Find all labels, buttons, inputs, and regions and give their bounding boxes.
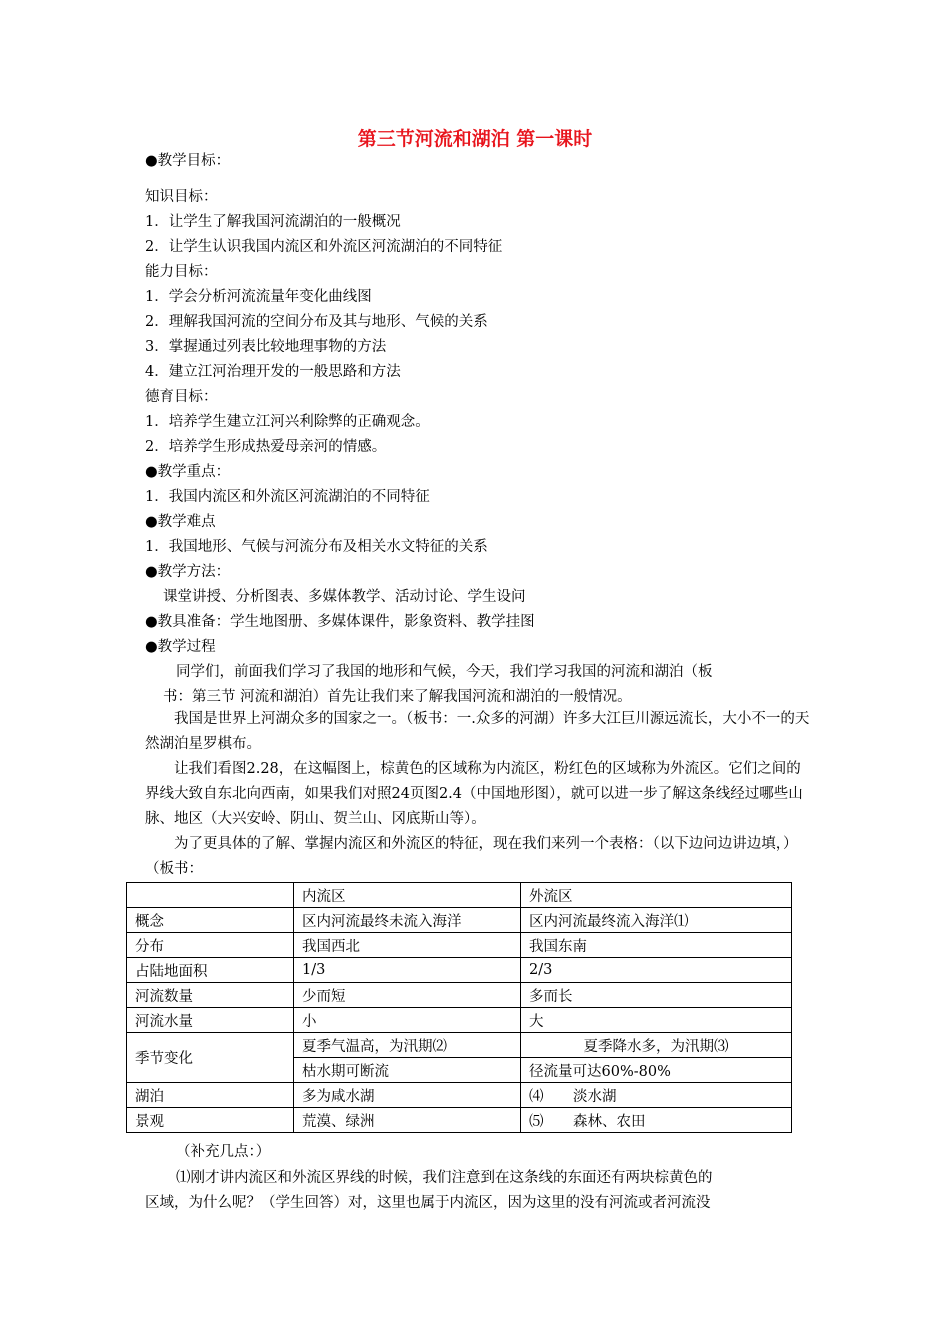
table-cell	[521, 1083, 792, 1108]
table-cell: 径流量可达60%-80%	[521, 1058, 792, 1083]
paragraph-3	[145, 757, 810, 832]
table-cell: 小	[294, 1008, 521, 1033]
table-cell: 概念	[127, 908, 294, 933]
table-cell: 湖泊	[127, 1083, 294, 1108]
comparison-table	[126, 882, 792, 1133]
cell-text: 森林、农田	[573, 1113, 646, 1130]
table-cell: 河流数量	[127, 983, 294, 1008]
knowledge-item-1: 1．让学生了解我国河流湖泊的一般概况	[145, 214, 401, 230]
footnote-marker: ⑷	[529, 1088, 544, 1105]
paragraph-4	[145, 832, 810, 882]
table-cell: 夏季降水多，为汛期⑶	[521, 1033, 792, 1058]
ability-item-2: 2．理解我国河流的空间分布及其与地形、气候的关系	[145, 314, 488, 330]
moral-goal-heading: 德育目标：	[145, 389, 218, 405]
table-row	[127, 933, 792, 958]
table-cell: 多为咸水湖	[294, 1083, 521, 1108]
table-row	[127, 958, 792, 983]
table-cell	[521, 1108, 792, 1133]
cell-text: 淡水湖	[573, 1088, 617, 1105]
table-cell: 内流区	[294, 883, 521, 908]
moral-item-2: 2．培养学生形成热爱母亲河的情感。	[145, 439, 387, 455]
table-cell: 分布	[127, 933, 294, 958]
table-cell: 我国东南	[521, 933, 792, 958]
process-heading: ●教学过程	[145, 639, 216, 655]
table-cell: 区内河流最终未流入海洋	[294, 908, 521, 933]
supplement-1-line-2: 区域，为什么呢？（学生回答）对，这里也属于内流区，因为这里的没有河流或者河流没	[145, 1195, 711, 1211]
table-cell: 大	[521, 1008, 792, 1033]
table-header-row	[127, 883, 792, 908]
table-row	[127, 1083, 792, 1108]
supplement-1-line-1: ⑴刚才讲内流区和外流区界线的时候，我们注意到在这条线的东面还有两块棕黄色的	[176, 1170, 713, 1186]
ability-item-3: 3．掌握通过列表比较地理事物的方法	[145, 339, 387, 355]
difficulty-item-1: 1．我国地形、气候与河流分布及相关水文特征的关系	[145, 539, 488, 555]
table-cell: 多而长	[521, 983, 792, 1008]
paragraph-4-text: 为了更具体的了解、掌握内流区和外流区的特征，现在我们来列一个表格：（以下边问边讲边填，）（板书：	[145, 836, 798, 877]
table-cell: 枯水期可断流	[294, 1058, 521, 1083]
knowledge-item-2: 2．让学生认识我国内流区和外流区河流湖泊的不同特征	[145, 239, 503, 255]
knowledge-goal-heading: 知识目标：	[145, 189, 218, 205]
table-cell: 夏季气温高，为汛期⑵	[294, 1033, 521, 1058]
table-cell: 少而短	[294, 983, 521, 1008]
table-cell: 2/3	[521, 958, 792, 983]
methods-heading: ●教学方法：	[145, 564, 231, 580]
ability-goal-heading: 能力目标：	[145, 264, 218, 280]
table-row	[127, 1033, 792, 1058]
table-cell: 外流区	[521, 883, 792, 908]
ability-item-4: 4．建立江河治理开发的一般思路和方法	[145, 364, 401, 380]
paragraph-1-line-2: 书：第三节 河流和湖泊）首先让我们来了解我国河流和湖泊的一般情况。	[163, 689, 632, 705]
table-row	[127, 1108, 792, 1133]
teaching-goals-heading: ●教学目标：	[145, 153, 231, 169]
table-cell: 我国西北	[294, 933, 521, 958]
paragraph-1-line-1: 同学们，前面我们学习了我国的地形和气候，今天，我们学习我国的河流和湖泊（板	[176, 664, 713, 680]
ability-item-1: 1．学会分析河流流量年变化曲线图	[145, 289, 372, 305]
difficulties-heading: ●教学难点	[145, 514, 216, 530]
table-row	[127, 983, 792, 1008]
table-cell: 占陆地面积	[127, 958, 294, 983]
table-cell: 区内河流最终流入海洋⑴	[521, 908, 792, 933]
table-row	[127, 908, 792, 933]
table-cell: 季节变化	[127, 1033, 294, 1083]
key-point-item-1: 1．我国内流区和外流区河流湖泊的不同特征	[145, 489, 430, 505]
supplement-heading: （补充几点：）	[176, 1144, 271, 1160]
key-points-heading: ●教学重点：	[145, 464, 231, 480]
paragraph-2	[145, 707, 810, 757]
table-row	[127, 1008, 792, 1033]
paragraph-2-text: 我国是世界上河湖众多的国家之一。（板书：一.众多的河湖）许多大江巨川源远流长，大小不一的天然湖泊星罗棋布。	[145, 711, 810, 752]
methods-text: 课堂讲授、分析图表、多媒体教学、活动讨论、学生设问	[163, 589, 526, 605]
tools-line: ●教具准备：学生地图册、多媒体课件，影象资料、教学挂图	[145, 614, 535, 630]
table-cell: 荒漠、绿洲	[294, 1108, 521, 1133]
paragraph-3-text: 让我们看图2.28，在这幅图上，棕黄色的区域称为内流区，粉红色的区域称为外流区。它们之间的界线大致自东北向西南，如果我们对照24页图2.4（中国地形图），就可以进一步了解这条线经过哪些山脉、地区（大兴安岭、阴山、贺兰山、冈底斯山等）。	[145, 761, 803, 827]
footnote-marker: ⑸	[529, 1113, 544, 1130]
table-cell: 景观	[127, 1108, 294, 1133]
moral-item-1: 1．培养学生建立江河兴利除弊的正确观念。	[145, 414, 430, 430]
table-cell	[127, 883, 294, 908]
table-cell: 1/3	[294, 958, 521, 983]
page-title: 第三节河流和湖泊 第一课时	[357, 128, 593, 150]
table-cell: 河流水量	[127, 1008, 294, 1033]
